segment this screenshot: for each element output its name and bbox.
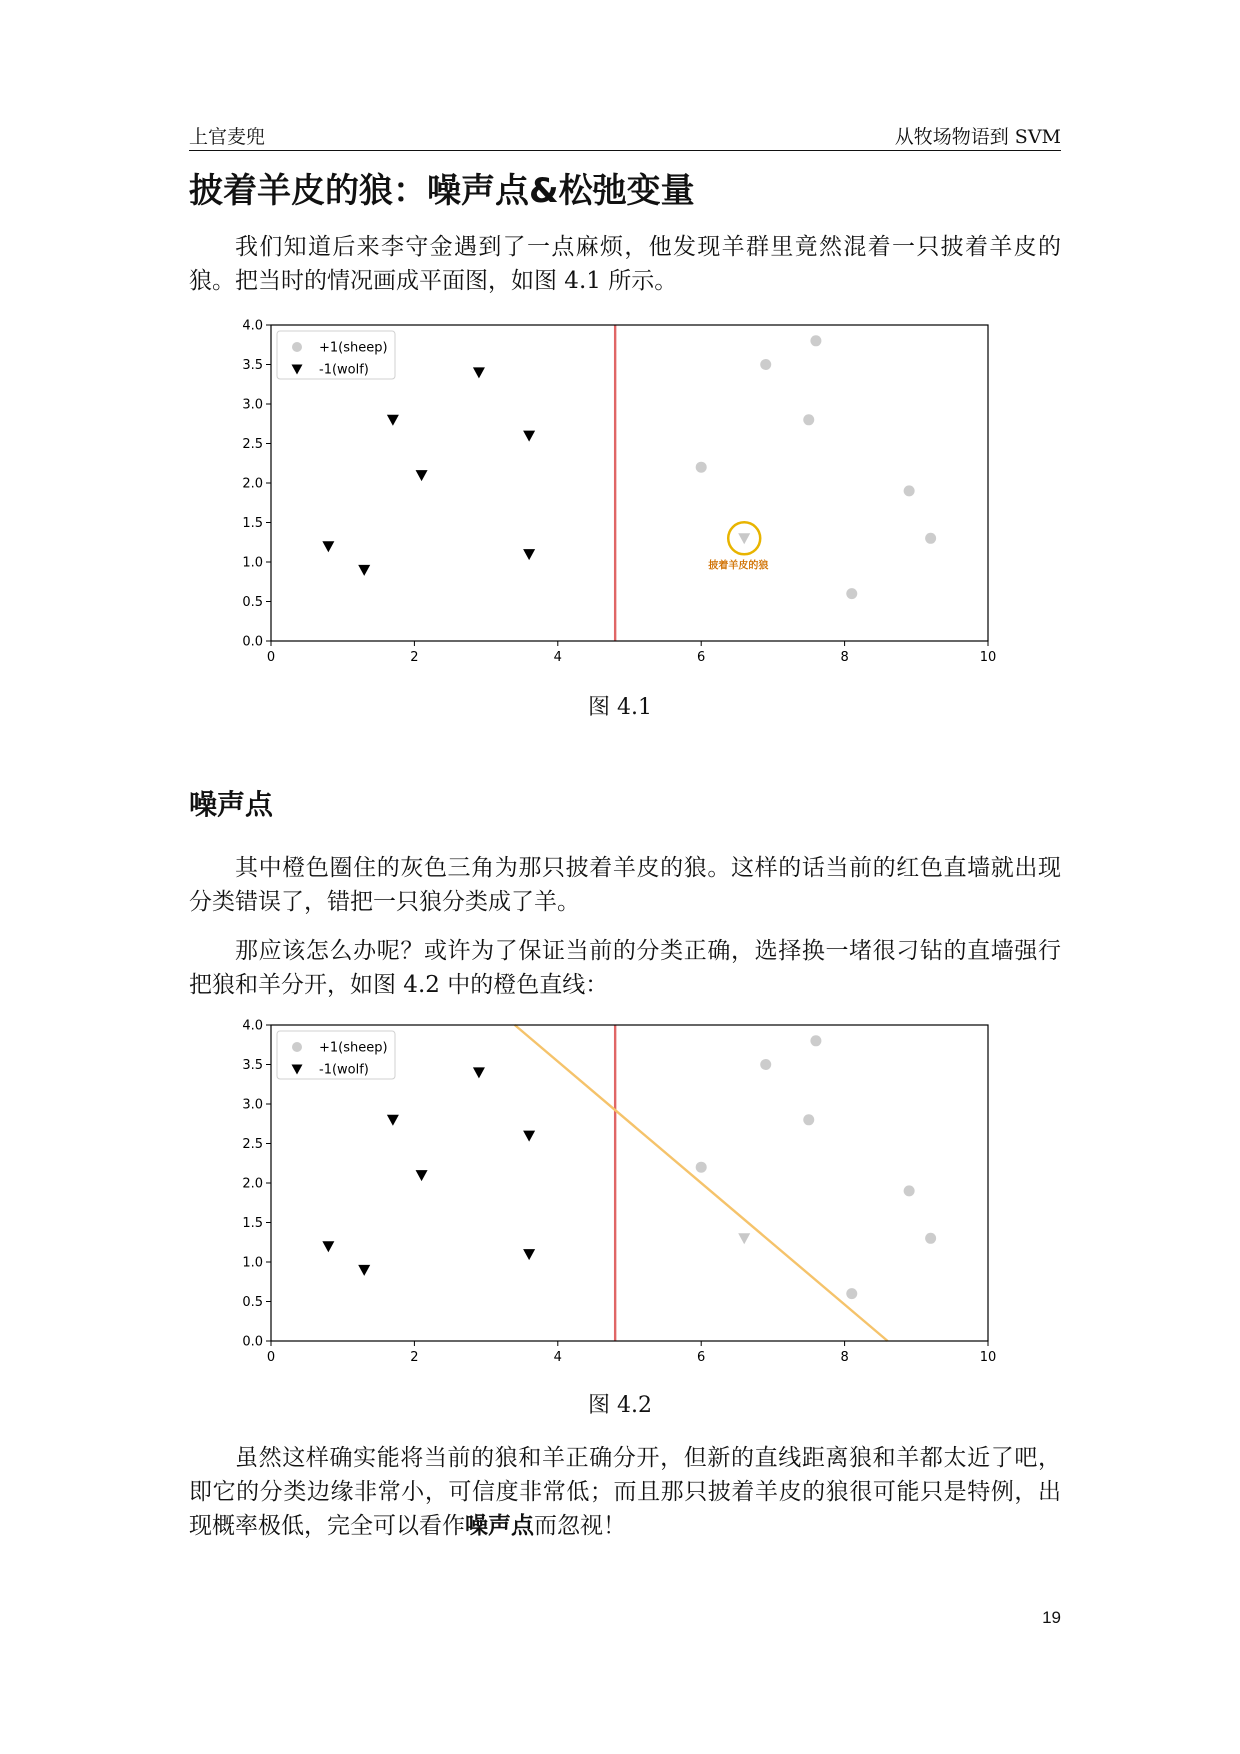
y-tick-label: 1.5 [242,516,263,531]
figure-4-2-scatter-chart [215,1015,1015,1375]
wolf-point [358,565,370,576]
x-tick-label: 8 [840,650,849,665]
paragraph-conclusion [189,1441,1061,1543]
wolf-point [358,1265,370,1276]
y-tick-label: 1.0 [242,1255,263,1271]
x-tick-label: 4 [553,1350,562,1365]
legend-label: -1(wolf) [319,1062,369,1078]
header-book-title: 从牧场物语到 SVM [894,126,1061,148]
legend-label: +1(sheep) [319,1040,388,1056]
x-tick-label: 0 [266,1350,276,1365]
wolf-point [322,541,334,552]
section-title: 披着羊皮的狼：噪声点&松弛变量 [189,171,695,211]
y-tick-label: 0.5 [242,595,263,610]
wolf-point [473,367,485,378]
y-tick-label: 0.5 [242,1295,263,1310]
sheep-point [696,462,707,473]
y-tick-label: 0.0 [242,634,263,650]
y-tick-label: 1.0 [242,555,263,571]
sheep-point [846,588,857,599]
y-tick-label: 2.5 [242,437,263,452]
y-tick-label: 1.5 [242,1216,263,1231]
sheep-point [846,1288,857,1299]
page-number: 19 [1042,1608,1061,1627]
sheep-point [810,335,821,346]
separating-line-orange [515,1025,888,1341]
sheep-point [760,1059,771,1070]
y-tick-label: 4.0 [242,1018,263,1034]
sheep-point [696,1162,707,1173]
conclusion-end: 而忽视！ [534,1513,626,1539]
y-tick-label: 2.0 [242,1176,263,1192]
y-tick-label: 2.0 [242,476,263,492]
sheep-point [803,1114,814,1125]
y-tick-label: 3.5 [242,1058,263,1073]
wolf-point [387,415,399,426]
paragraph-alternative-wall: 那应该怎么办呢？或许为了保证当前的分类正确，选择换一堵很刁钻的直墙强行把狼和羊分开，如图 4.2 中的橙色直线： [189,938,1061,998]
legend-label: -1(wolf) [319,362,369,378]
chart-legend [277,331,395,379]
legend-label: +1(sheep) [319,340,388,356]
annotation-label: 披着羊皮的狼 [708,560,769,572]
y-tick-label: 3.0 [242,1097,263,1113]
noise-point [738,1233,750,1244]
y-tick-label: 3.5 [242,358,263,373]
y-tick-label: 0.0 [242,1334,263,1350]
sheep-point [904,1185,915,1196]
paragraph-noise-explanation: 其中橙色圈住的灰色三角为那只披着羊皮的狼。这样的话当前的红色直墙就出现分类错误了，错把一只狼分类成了羊。 [189,855,1061,915]
subsection-title: 噪声点 [189,788,274,821]
y-tick-label: 2.5 [242,1137,263,1152]
x-tick-label: 0 [266,650,276,665]
chart-legend [277,1031,395,1079]
header-author: 上官麦兜 [189,126,266,148]
legend-sheep-marker [292,1042,302,1052]
legend-sheep-marker [292,342,302,352]
header-divider [189,150,1061,151]
wolf-point [523,1131,535,1142]
x-tick-label: 8 [840,1350,849,1365]
x-tick-label: 10 [979,650,997,665]
sheep-point [925,1233,936,1244]
sheep-point [925,533,936,544]
paragraph-intro: 我们知道后来李守金遇到了一点麻烦，他发现羊群里竟然混着一只披着羊皮的狼。把当时的情况画成平面图，如图 4.1 所示。 [189,234,1061,294]
wolf-point [322,1241,334,1252]
wolf-point [523,431,535,442]
x-tick-label: 4 [553,650,562,665]
wolf-point [416,470,428,481]
sheep-point [760,359,771,370]
wolf-point [523,549,535,560]
wolf-point [387,1115,399,1126]
conclusion-text: 虽然这样确实能将当前的狼和羊正确分开，但新的直线距离狼和羊都太近了吧，即它的分类边缘非常小，可信度非常低；而且那只披着羊皮的狼很可能只是特例，出现概率极低，完全可以看作 [189,1445,1061,1539]
wolf-point [416,1170,428,1181]
wolf-point [473,1067,485,1078]
y-tick-label: 4.0 [242,318,263,334]
sheep-point [803,414,814,425]
sheep-point [810,1035,821,1046]
noise-point [738,533,750,544]
x-tick-label: 2 [410,650,419,665]
figure-4-1-caption: 图 4.1 [588,695,652,720]
sheep-point [904,485,915,496]
noise-point-term: 噪声点 [465,1513,534,1539]
x-tick-label: 2 [410,1350,419,1365]
x-tick-label: 10 [979,1350,997,1365]
y-tick-label: 3.0 [242,397,263,413]
figure-4-2-caption: 图 4.2 [588,1393,652,1418]
x-tick-label: 6 [697,1350,706,1365]
figure-4-1-scatter-chart [215,315,1015,675]
wolf-point [523,1249,535,1260]
x-tick-label: 6 [697,650,706,665]
